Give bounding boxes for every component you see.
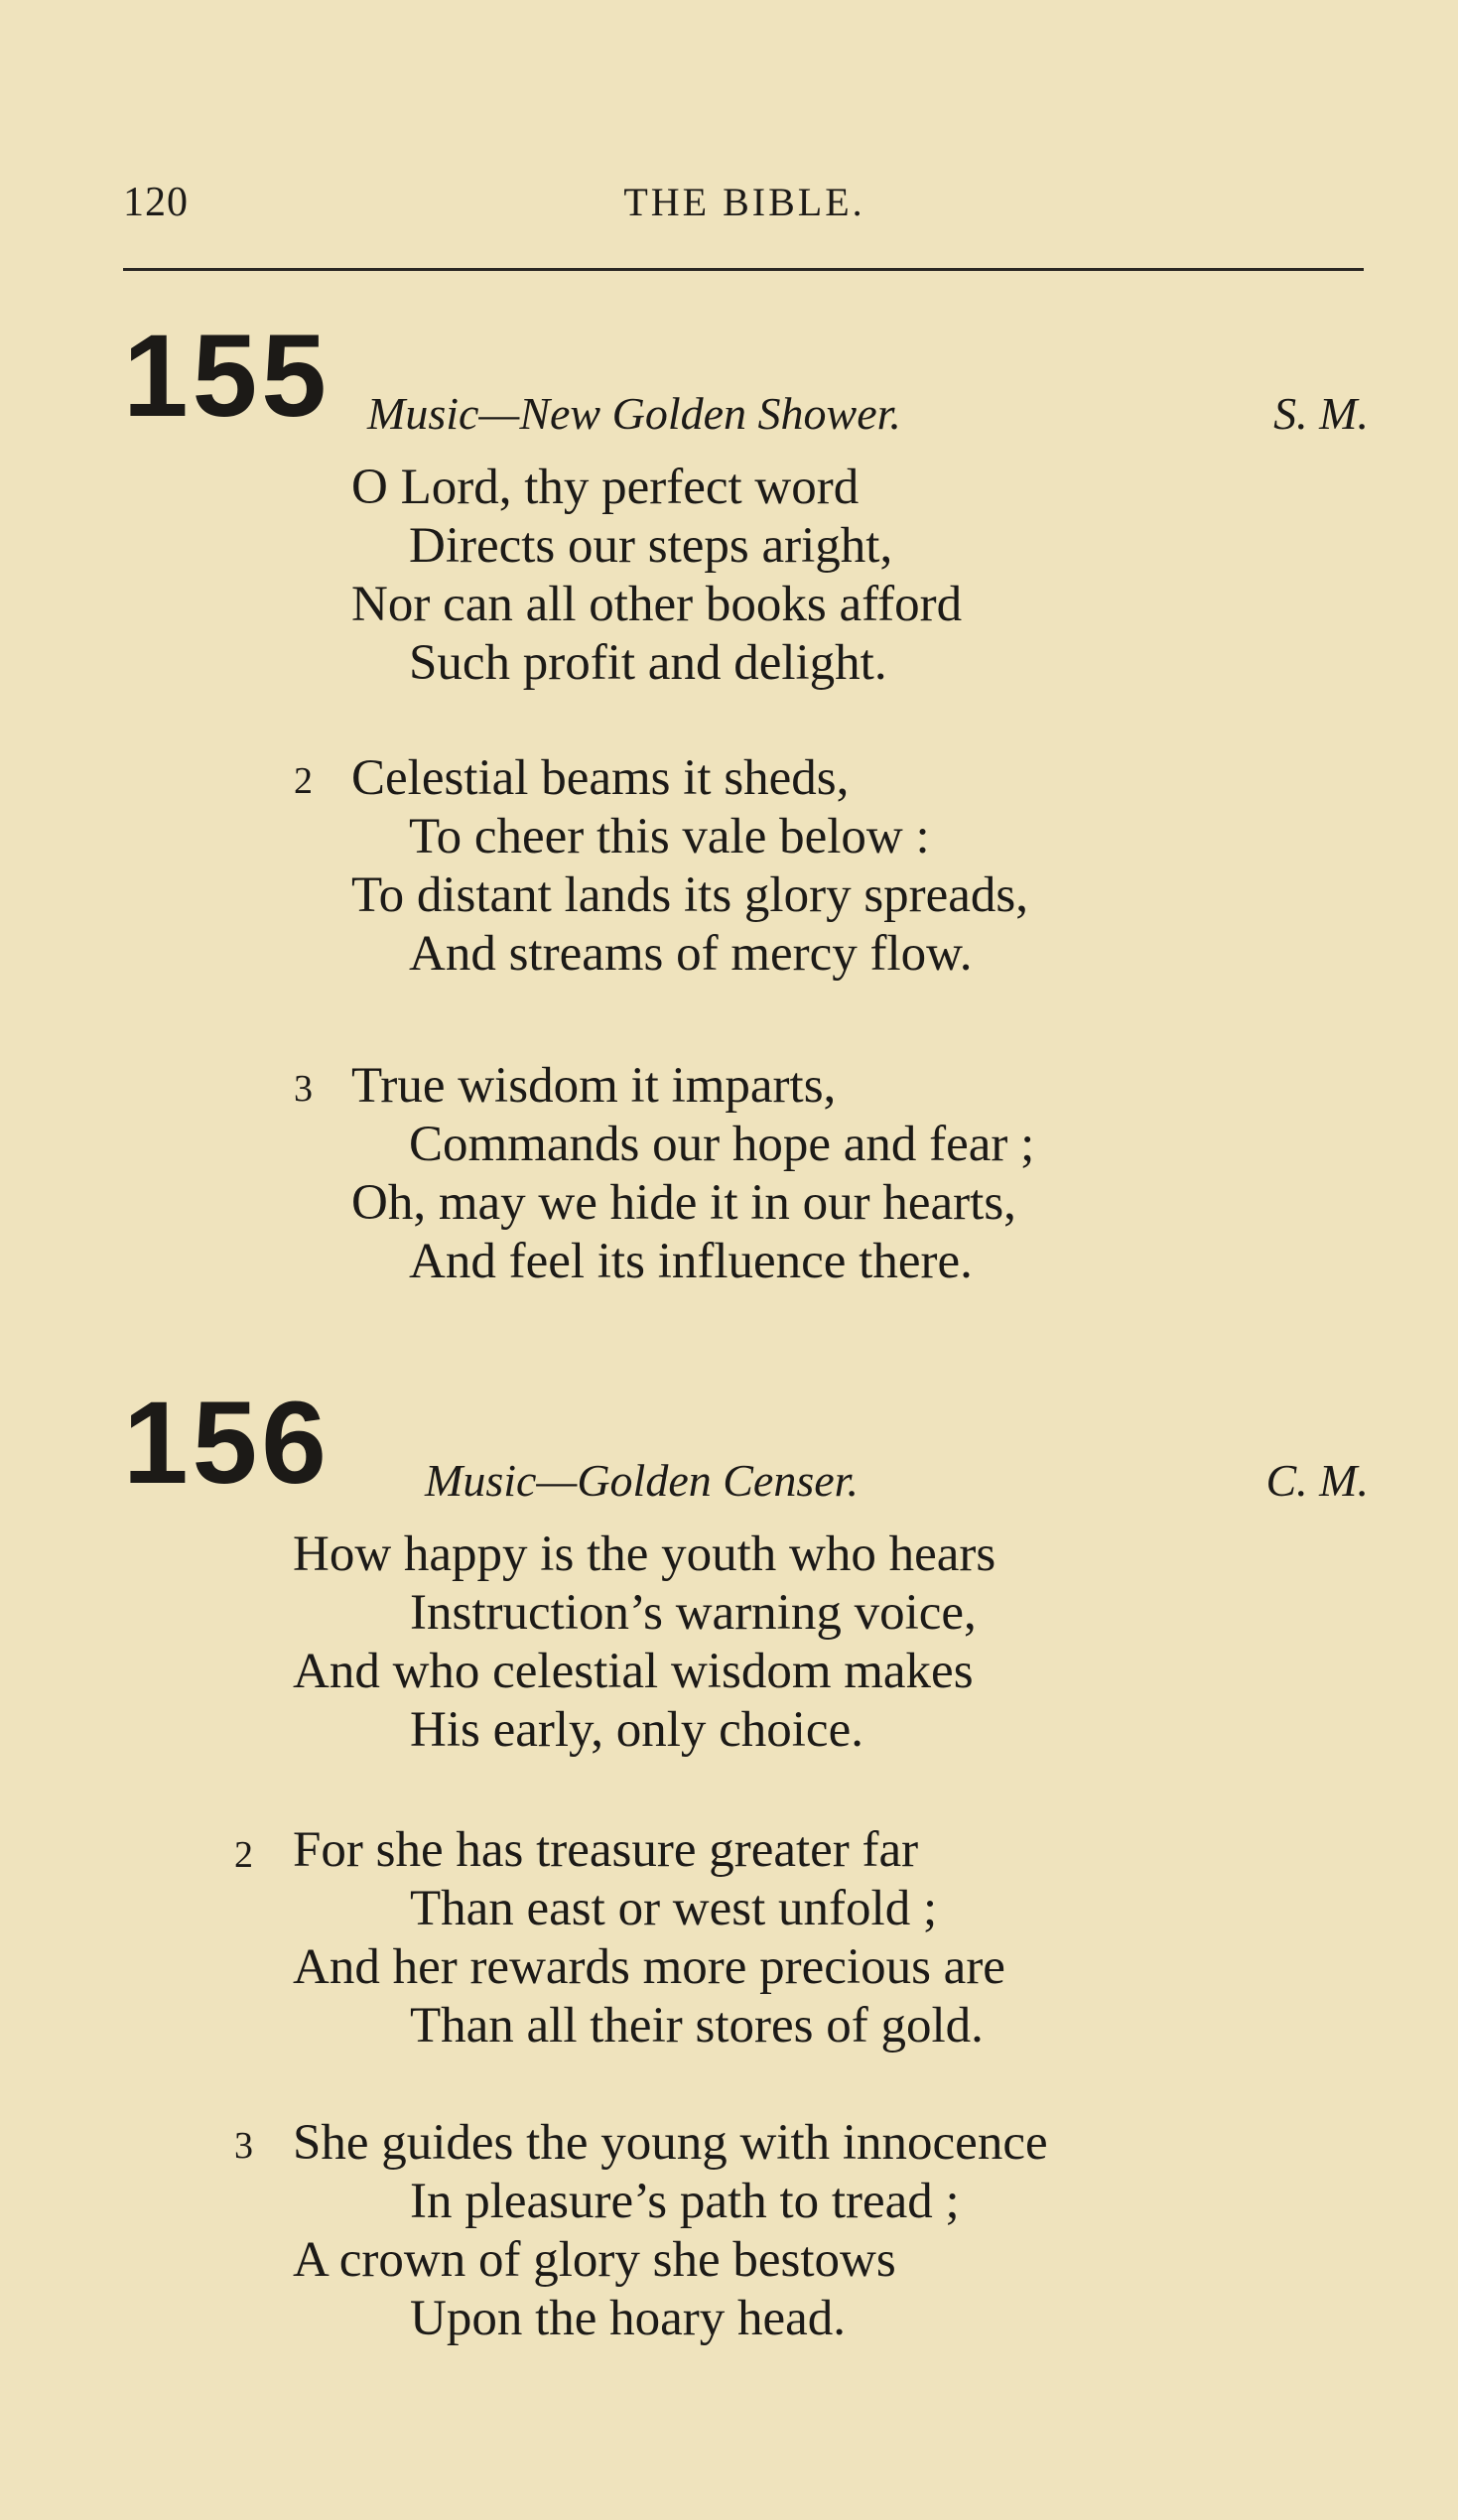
tune-name: Music—Golden Censer. [425, 1455, 859, 1506]
stanza-line: Such profit and delight. [409, 635, 887, 691]
stanza-line: For she has treasure greater far [293, 1822, 919, 1878]
stanza-line: Instruction’s warning voice, [410, 1585, 977, 1641]
meter: S. M. [1273, 388, 1369, 439]
stanza-line: And feel its influence there. [409, 1234, 973, 1289]
stanza-line: To distant lands its glory spreads, [351, 867, 1029, 923]
stanza-line: True wisdom it imparts, [351, 1058, 837, 1114]
page-number: 120 [123, 180, 189, 225]
hymn-number: 156 [123, 1378, 331, 1509]
stanza-line: Than all their stores of gold. [410, 1998, 984, 2054]
stanza-3 [351, 1057, 1034, 1291]
stanza-line: Celestial beams it sheds, [351, 750, 850, 806]
stanza-line: And her rewards more precious are [293, 1939, 1005, 1995]
stanza-2 [351, 749, 1028, 984]
verse-number: 2 [294, 760, 313, 802]
hymn-number: 155 [123, 311, 331, 442]
verse-number: 3 [294, 1068, 313, 1110]
stanza-1 [293, 1525, 995, 1760]
stanza-line: Upon the hoary head. [410, 2291, 847, 2346]
stanza-line: She guides the young with innocence [293, 2115, 1048, 2171]
stanza-line: Oh, may we hide it in our hearts, [351, 1175, 1016, 1231]
stanza-line: A crown of glory she bestows [293, 2232, 896, 2288]
stanza-line: Commands our hope and fear ; [409, 1117, 1035, 1172]
header-rule [123, 268, 1364, 271]
tune-name: Music—New Golden Shower. [367, 388, 901, 439]
stanza-1 [351, 459, 962, 693]
verse-number: 2 [234, 1834, 253, 1876]
stanza-3 [293, 2114, 1048, 2348]
stanza-line: To cheer this vale below : [409, 809, 930, 864]
stanza-line: His early, only choice. [410, 1702, 863, 1758]
stanza-line: And streams of mercy flow. [409, 926, 973, 982]
stanza-line: Than east or west unfold ; [410, 1881, 938, 1936]
stanza-line: How happy is the youth who hears [293, 1526, 996, 1582]
stanza-line: O Lord, thy perfect word [351, 460, 860, 515]
stanza-line: In pleasure’s path to tread ; [410, 2174, 960, 2229]
running-head [119, 179, 1370, 228]
running-title: THE BIBLE. [623, 180, 865, 224]
stanza-line: And who celestial wisdom makes [293, 1644, 974, 1699]
stanza-2 [293, 1821, 1005, 2056]
stanza-line: Directs our steps aright, [409, 518, 893, 574]
meter: C. M. [1265, 1455, 1369, 1506]
stanza-line: Nor can all other books afford [351, 577, 963, 632]
verse-number: 3 [234, 2125, 253, 2167]
